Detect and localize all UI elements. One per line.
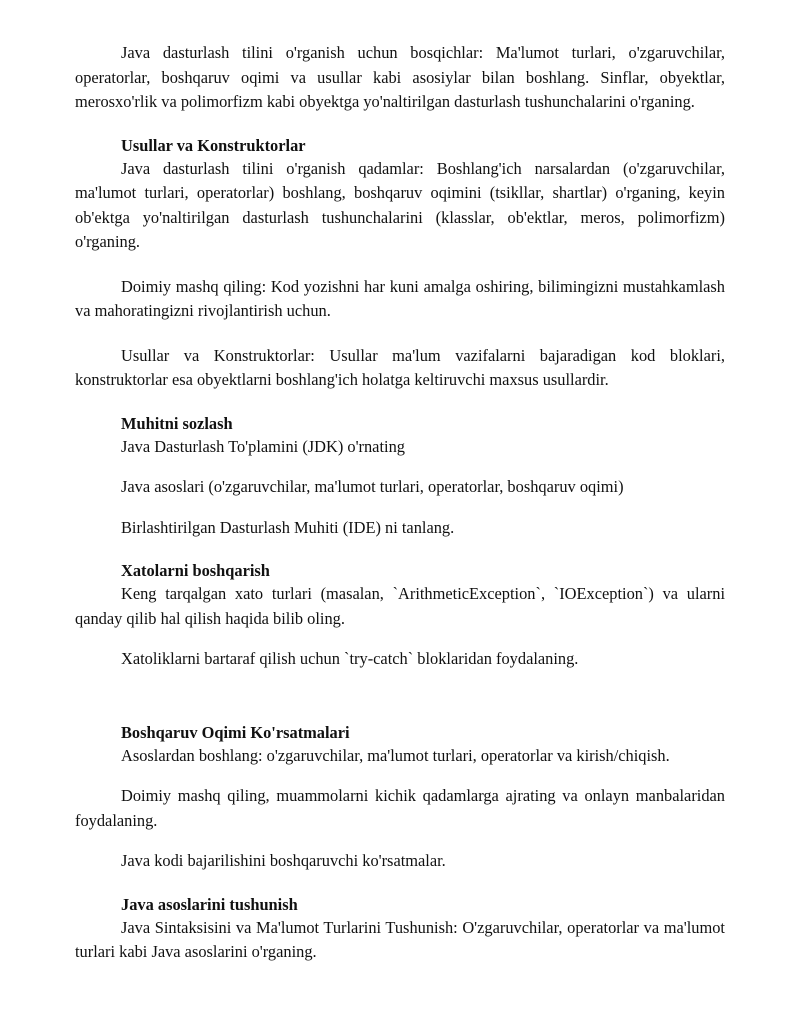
heading-environment-setup: Muhitni sozlash — [121, 413, 233, 433]
heading-methods-constructors: Usullar va Konstruktorlar — [121, 135, 306, 155]
paragraph-syntax-datatypes: Java Sintaksisini va Ma'lumot Turlarini Tushunish: O'zgaruvchilar, operatorlar va ma'lumot turlari kabi Java asoslarini o'rganing. — [75, 917, 725, 961]
line-control-flow-instructions: Java kodi bajarilishini boshqaruvchi ko'rsatmalar. — [121, 851, 446, 870]
paragraph-constant-practice: Doimiy mashq qiling, muammolarni kichik qadamlarga ajrating va onlayn manbalaridan foydalaning. — [75, 786, 725, 830]
line-java-basics: Java asoslari (o'zgaruvchilar, ma'lumot turlari, operatorlar, boshqaruv oqimi) — [121, 477, 624, 496]
heading-error-handling: Xatolarni boshqarish — [121, 561, 270, 580]
heading-java-basics: Java asoslarini tushunish — [121, 894, 298, 914]
paragraph-learning-steps-2: Java dasturlash tilini o'rganish qadamlar: Boshlang'ich narsalardan (o'zgaruvchilar, ma'lumot turlari, operatorlar) boshlang, boshqaruv oqimini (tsikllar, shartlar) o'rganing, keyin ob'ektga yo'naltirilgan dasturlash tushunchalarini (klasslar, ob'ektlar, meros, polimorfizm) o'rganing. — [75, 158, 725, 251]
line-try-catch: Xatoliklarni bartaraf qilish uchun `try-catch` bloklaridan foydalaning. — [121, 649, 579, 668]
paragraph-start-basics: Asoslardan boshlang: o'zgaruvchilar, ma'lumot turlari, operatorlar va kirish/chiqish. — [121, 745, 670, 765]
line-install-jdk: Java Dasturlash To'plamini (JDK) o'rnating — [121, 436, 405, 456]
paragraph-learning-steps: Java dasturlash tilini o'rganish uchun bosqichlar: Ma'lumot turlari, o'zgaruvchilar, operatorlar, boshqaruv oqimi va usullar kabi asosiylar bilan boshlang. Sinflar, obyektlar, merosxo'rlik va polimorfizm kabi obyektga yo'naltirilgan dasturlash tushunchalarini o'rganing. — [75, 43, 725, 111]
paragraph-error-types: Keng tarqalgan xato turlari (masalan, `ArithmeticException`, `IOException`) va ularni qanday qilib hal qilish haqida bilib oling. — [75, 584, 725, 628]
line-choose-ide: Birlashtirilgan Dasturlash Muhiti (IDE) ni tanlang. — [121, 517, 455, 537]
paragraph-practice: Doimiy mashq qiling: Kod yozishni har kuni amalga oshiring, bilimingizni mustahkamlash va mahoratingizni rivojlantirish uchun. — [75, 276, 725, 320]
paragraph-methods-constructors: Usullar va Konstruktorlar: Usullar ma'lum vazifalarni bajaradigan kod bloklari, konstruktorlar esa obyektlarni boshlang'ich holatga keltiruvchi maxsus usullardir. — [75, 345, 725, 389]
heading-control-flow: Boshqaruv Oqimi Ko'rsatmalari — [121, 722, 350, 742]
